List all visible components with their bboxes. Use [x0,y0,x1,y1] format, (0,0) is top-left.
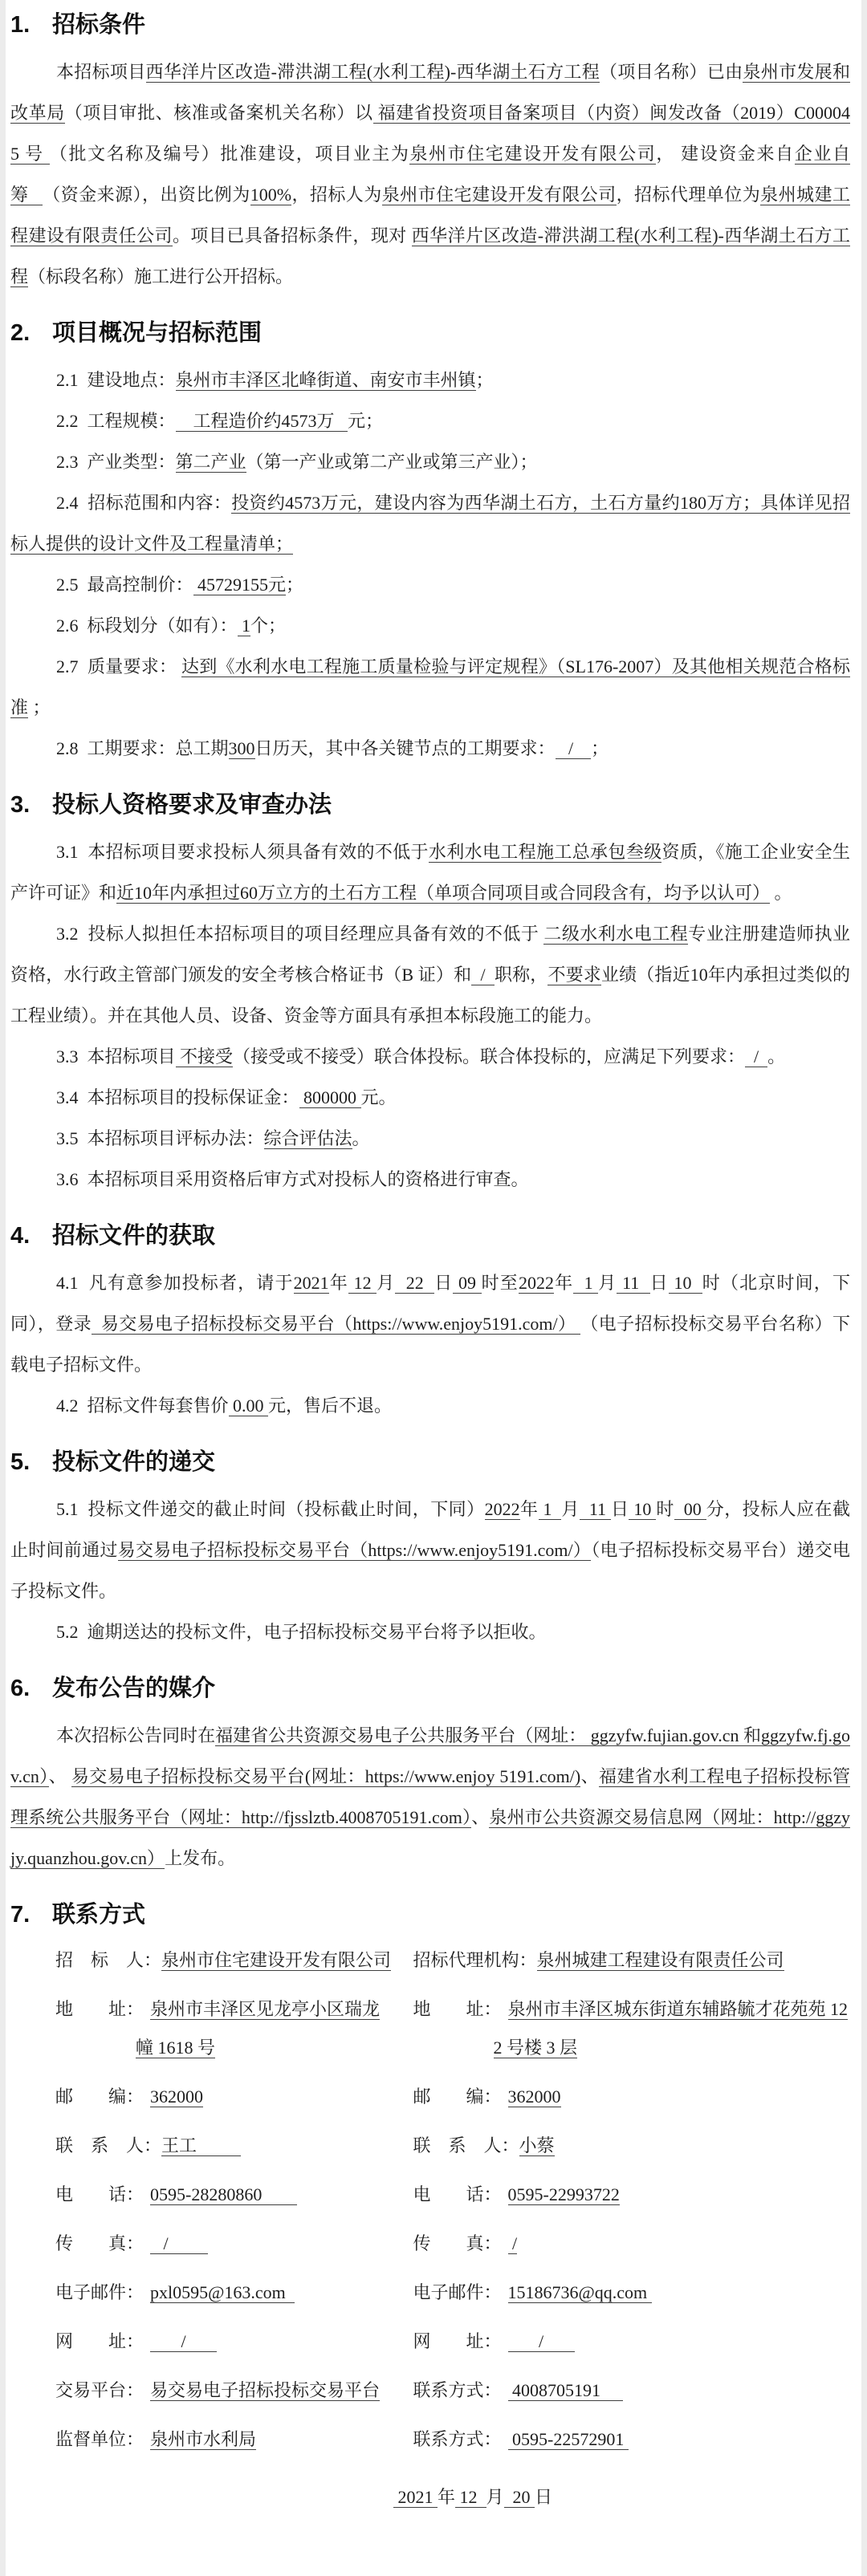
contact-cell [413,2078,851,2116]
text-run: 时至 [481,1273,519,1293]
section-heading [10,1445,850,1479]
paragraph [10,400,850,441]
contact-table [10,1941,850,2459]
contact-cell [55,1941,413,1980]
contact-value: pxl0595@163.com [150,2282,295,2302]
paragraph [10,605,850,646]
paragraph [10,646,850,728]
paragraph [10,441,850,482]
paragraph [10,728,850,769]
underlined-value: 1 [573,1273,599,1293]
contact-cell [413,2322,851,2361]
section-body [10,1489,850,1652]
contact-label: 联系方式： [413,2429,502,2449]
paragraph [10,360,850,400]
section-body [10,831,850,1200]
text-run: 时（北京时间，下同），登录 [10,1273,850,1334]
underlined-value: 800000 [299,1087,361,1107]
contact-label: 网 址： [413,2331,502,2351]
underlined-value: 100% [250,185,292,205]
contact-value: 0595-22993722 [507,2184,620,2204]
underlined-value: 1 [538,1499,562,1519]
underlined-value: 泉州市公共资源交易信息网（网址：http://ggzyjy.quanzhou.gov.cn） [10,1807,850,1868]
text-run: 4.2 招标文件每套售价 [56,1396,229,1416]
contact-row [55,1990,850,2067]
underlined-value: 10 [629,1499,657,1519]
text-run: 本次招标公告同时在 [56,1725,216,1745]
text-run: 时 [656,1499,674,1519]
text-run: 2.3 产业类型： [56,452,176,472]
contact-value: / [150,2331,218,2351]
contact-label: 联 系 人： [55,2135,162,2155]
text-run: 3.1 本招标项目要求投标人须具备有效的不低于 [56,842,429,862]
tender-document [6,0,861,2576]
contact-label: 邮 编： [413,2086,502,2107]
contact-value: 泉州市丰泽区城东街道东辅路毓才花苑苑 12 [507,1999,849,2019]
section-project-overview [10,316,850,769]
text-run: ； [28,697,51,717]
paragraph [10,913,850,1036]
text-run: 本招标项目 [56,62,146,82]
contact-row [55,2127,850,2165]
paragraph [10,51,850,297]
section-body [10,360,850,769]
underlined-value: 易交易电子招标投标交易平台（https://www.enjoy5191.com/） [117,1540,592,1560]
section-bidder-qualification [10,788,850,1200]
underlined-value: 第二产业 [175,452,246,472]
underlined-value: 易交易电子招标投标交易平台（https://www.enjoy5191.com/） [92,1314,581,1334]
underlined-value: 近10年内承担过60万立方的土石方工程（单项合同项目或合同段含有，均予以认可） [116,883,771,903]
contact-label: 传 真： [413,2233,502,2253]
contact-value: 小蔡 [519,2135,555,2155]
contact-cell [55,2371,413,2410]
contact-label: 邮 编： [55,2086,144,2107]
text-run: 日 [434,1273,454,1293]
underlined-value: 西华洋片区改造-滞洪湖工程(水利工程)-西华湖土石方工程 [10,226,850,286]
contact-row [55,2273,850,2312]
underlined-value: 幢 1618 号 [136,2038,216,2058]
underlined-value: 12 [455,2487,486,2507]
text-run: 2.5 最高控制价： [56,575,193,595]
underlined-value: 泉州市丰泽区北峰街道、南安市丰州镇 [175,370,476,390]
text-run: 2.8 工期要求：总工期 [56,738,229,758]
underlined-value: 泉州城建工程建设有限责任公司 [10,185,850,246]
text-run: ； [591,738,609,758]
underlined-value: 福建省水利工程电子招标投标管理系统公共服务平台（网址：http://fjsslztb.4008705191.com） [10,1766,850,1827]
text-run: 5.1 投标文件递交的截止时间（投标截止时间，下同） [56,1499,485,1519]
text-run: 元，售后不退。 [268,1396,393,1416]
contact-row [55,2225,850,2263]
text-run: 年 [519,1499,539,1519]
underlined-value: 福建省投资项目备案项目（内资）闽发改备（2019）C000045 号 [10,103,850,164]
contact-cell [55,2078,413,2116]
text-run: 、 [471,1807,490,1827]
text-run: 3.5 本招标项目评标办法： [56,1128,264,1148]
paragraph [10,831,850,913]
underlined-value: 不要求 [547,965,601,985]
contact-label: 电 话： [55,2184,144,2204]
section-title: 招标条件 [52,12,146,38]
text-run: 月 [561,1499,580,1519]
contact-value: 泉州市丰泽区见龙亭小区瑞龙 [150,1999,381,2019]
text-run: （接受或不接受）联合体投标。联合体投标的，应满足下列要求： [233,1046,746,1067]
contact-label: 传 真： [55,2233,144,2253]
paragraph [10,1489,850,1611]
text-run: （电子招标投标交易平台）递交电子投标文件。 [10,1540,850,1601]
paragraph [10,1036,850,1077]
underlined-value: 达到《水利水电工程施工质量检验与评定规程》（SL176-2007）及其他相关规范合格标准 [10,656,850,717]
paragraph [10,1077,850,1118]
underlined-value: 11 [617,1273,650,1293]
contact-label: 电子邮件： [413,2282,502,2302]
underlined-value: 10 [668,1273,702,1293]
contact-label: 电 话： [413,2184,502,2204]
contact-cell [55,2127,413,2165]
contact-value: / [507,2331,575,2351]
text-run: 月 [377,1273,396,1293]
contact-cell [413,2371,851,2410]
text-run: 3.4 本招标项目的投标保证金： [56,1087,299,1107]
contact-cell [55,2273,413,2312]
contact-cell [55,2225,413,2263]
text-run: 2.6 标段划分（如有）： [56,616,238,636]
section-title: 发布公告的媒介 [52,1676,216,1701]
text-run: 个； [250,616,287,636]
underlined-value: 2022 [518,1273,554,1293]
text-run: ，招标人为 [291,185,382,205]
text-run: （第一产业或第二产业或第三产业）； [246,452,538,472]
section-heading [10,316,850,350]
text-run: 上发布。 [165,1848,236,1868]
contact-value: 泉州城建工程建设有限责任公司 [536,1950,784,1970]
contact-cell [55,2420,413,2459]
contact-cell [413,2273,851,2312]
contact-value: 362000 [150,2086,203,2107]
section-title: 联系方式 [52,1902,146,1928]
contact-value: 15186736@qq.com [507,2282,652,2302]
section-number: 5. [10,1449,31,1475]
section-title: 项目概况与招标范围 [52,320,263,346]
section-heading [10,788,850,822]
contact-value: 王工 [161,2135,242,2155]
section-title: 招标文件的获取 [52,1223,216,1249]
contact-cell [413,1941,851,1980]
text-run: 2.4 招标范围和内容： [56,493,232,513]
text-run: （批文名称及编号）批准建设，项目业主为 [49,144,410,164]
section-announcement-media [10,1672,850,1879]
text-run: ； [286,575,304,595]
underlined-value: 2021 [393,2487,438,2507]
text-run: 年 [328,1273,348,1293]
text-run: 4.1 凡有意参加投标者，请于 [56,1273,294,1293]
underlined-value: 20 [503,2487,535,2507]
section-number: 2. [10,320,31,346]
text-run: 日历天，其中各关键节点的工期要求： [254,738,556,758]
contact-value-line2 [55,2029,405,2067]
underlined-value: 易交易电子招标投标交易平台(网址：https://www.enjoy 5191.com/) [71,1766,581,1786]
text-run: 职称， [494,965,548,985]
underlined-value: 泉州市住宅建设开发有限公司 [381,185,617,205]
text-run: 2.1 建设地点： [56,370,176,390]
text-run: （项目名称）已由 [600,62,743,82]
text-run: 、 [48,1766,71,1786]
underlined-value: 综合评估法 [263,1128,352,1148]
paragraph [10,1715,850,1879]
underlined-value: 企业自筹 [10,144,850,205]
underlined-value: 不接受 [175,1046,234,1067]
paragraph [10,1159,850,1200]
text-run: （项目审批、核准或备案机关名称）以 [64,103,373,123]
contact-label: 地 址： [413,1999,502,2019]
contact-value: 362000 [507,2086,561,2107]
text-run: 。 [767,1046,786,1067]
paragraph [10,564,850,605]
paragraph [10,1118,850,1159]
contact-cell [55,2322,413,2361]
underlined-value: 工程造价约4573万 [175,411,348,431]
text-run: 2.7 质量要求： [56,656,181,677]
section-number: 3. [10,792,31,818]
section-body [10,1715,850,1879]
text-run: 日 [649,1273,669,1293]
contact-value: 泉州市水利局 [150,2429,257,2449]
section-heading [10,1898,850,1932]
contact-row [55,2176,850,2214]
underlined-value: / [555,738,592,758]
text-run: 年 [553,1273,574,1293]
underlined-value: 水利水电工程施工总承包叁级 [428,842,662,862]
text-run: 年 [438,2487,456,2507]
contact-label: 监督单位： [55,2429,144,2449]
underlined-value: 22 [395,1273,435,1293]
text-run: 月 [598,1273,617,1293]
contact-cell [413,2176,851,2214]
underlined-value: 2022 [484,1499,520,1519]
text-run: 资质，《施工企业安全生产许可证》和 [10,842,850,903]
section-obtain-documents [10,1219,850,1426]
contact-value: / [507,2233,518,2253]
text-run: （电子招标投标交易平台名称）下载电子招标文件。 [10,1314,850,1375]
contact-row [55,2420,850,2459]
contact-row [55,2371,850,2410]
section-number: 4. [10,1223,31,1249]
underlined-value: 09 [453,1273,482,1293]
text-run: 。项目已具备招标条件，现对 [172,226,412,246]
underlined-value: 2021 [293,1273,329,1293]
contact-cell [413,1990,851,2067]
underlined-value: 泉州市发展和改革局 [10,62,850,123]
paragraph [10,1385,850,1426]
underlined-value: 2 号楼 3 层 [493,2038,578,2058]
text-run: （标段名称）施工进行公开招标。 [28,266,294,286]
underlined-value: 00 [674,1499,706,1519]
section-number: 7. [10,1902,31,1928]
text-run: 分，投标人应在截止时间前通过 [10,1499,850,1560]
underlined-value: 0.00 [228,1396,269,1416]
section-contact-info [10,1898,850,2517]
contact-label: 招标代理机构： [413,1950,537,1970]
underlined-value: 1 [237,616,251,636]
underlined-value: 二级水利水电工程 [543,924,689,944]
text-run: 。 [352,1128,370,1148]
contact-cell [55,2176,413,2214]
contact-cell [413,2420,851,2459]
underlined-value: 投资约4573万元，建设内容为西华湖土石方，土石方量约180万方；具体详见招标人提供的设计文件及工程量清单； [10,493,850,554]
section-title: 投标文件的递交 [52,1449,216,1475]
contact-row [55,2322,850,2361]
section-heading [10,8,850,42]
contact-label: 网 址： [55,2331,144,2351]
text-run: 日 [535,2487,553,2507]
text-run: 2.2 工程规模： [56,411,176,431]
text-run: 、 [580,1766,599,1786]
text-run: 3.6 本招标项目采用资格后审方式对投标人的资格进行审查。 [56,1169,529,1189]
contact-row [55,2078,850,2116]
text-run: 3.3 本招标项目 [56,1046,176,1067]
date-line [10,2476,850,2517]
text-run: 3.2 投标人拟担任本招标项目的项目经理应具备有效的不低于 [56,924,544,944]
paragraph [10,482,850,564]
contact-label: 联系方式： [413,2380,502,2400]
text-run: 。 [770,883,792,903]
contact-value: 4008705191 [507,2380,623,2400]
text-run: ，招标代理单位为 [616,185,761,205]
text-run: 月 [486,2487,504,2507]
section-bid-submission [10,1445,850,1652]
paragraph [10,1611,850,1652]
contact-label: 电子邮件： [55,2282,144,2302]
contact-label: 交易平台： [55,2380,144,2400]
section-number: 1. [10,12,31,38]
underlined-value: 45729155元 [193,575,287,595]
underlined-value: 11 [579,1499,611,1519]
section-number: 6. [10,1676,31,1701]
contact-cell [413,2127,851,2165]
text-run: 元； [348,411,384,431]
contact-value: 易交易电子招标投标交易平台 [150,2380,381,2400]
text-run: 专业注册建造师执业资格，水行政主管部门颁发的安全考核合格证书（B 证）和 [10,924,850,985]
section-tender-conditions [10,8,850,297]
text-run: ， 建设资金来自 [656,144,795,164]
contact-value-line2 [413,2029,851,2067]
underlined-value: 12 [348,1273,377,1293]
underlined-value: / [745,1046,768,1067]
text-run: 日 [610,1499,629,1519]
section-heading [10,1672,850,1705]
contact-cell [413,2225,851,2263]
contact-value: 0595-28280860 [150,2184,298,2204]
text-run: 5.2 逾期送达的投标文件，电子招标投标交易平台将予以拒收。 [56,1622,547,1642]
contact-value: 0595-22572901 [507,2429,629,2449]
contact-value: 泉州市住宅建设开发有限公司 [161,1950,392,1970]
underlined-value: / [471,965,495,985]
contact-row [55,1941,850,1980]
underlined-value: 泉州市住宅建设开发有限公司 [409,144,657,164]
contact-label: 地 址： [55,1999,144,2019]
paragraph [10,1262,850,1385]
underlined-value: 西华洋片区改造-滞洪湖工程(水利工程)-西华湖土石方工程 [145,62,600,82]
section-body [10,51,850,297]
contact-label: 招 标 人： [55,1950,162,1970]
section-title: 投标人资格要求及审查办法 [52,792,332,818]
underlined-value: 福建省公共资源交易电子公共服务平台（网址： ggzyfw.fujian.gov.cn 和ggzyfw.fj.gov.cn） [10,1725,850,1786]
text-run: 业绩（指近10年内承担过类似的工程业绩）。并在其他人员、设备、资金等方面具有承担本标段施工的能力。 [10,965,850,1026]
contact-value: / [150,2233,209,2253]
section-heading [10,1219,850,1253]
text-run: 元。 [360,1087,397,1107]
text-run: （资金来源），出资比例为 [43,185,250,205]
text-run: ； [475,370,494,390]
underlined-value: 300 [228,738,255,758]
contact-cell [55,1990,413,2067]
section-body [10,1262,850,1426]
contact-label: 联 系 人： [413,2135,519,2155]
